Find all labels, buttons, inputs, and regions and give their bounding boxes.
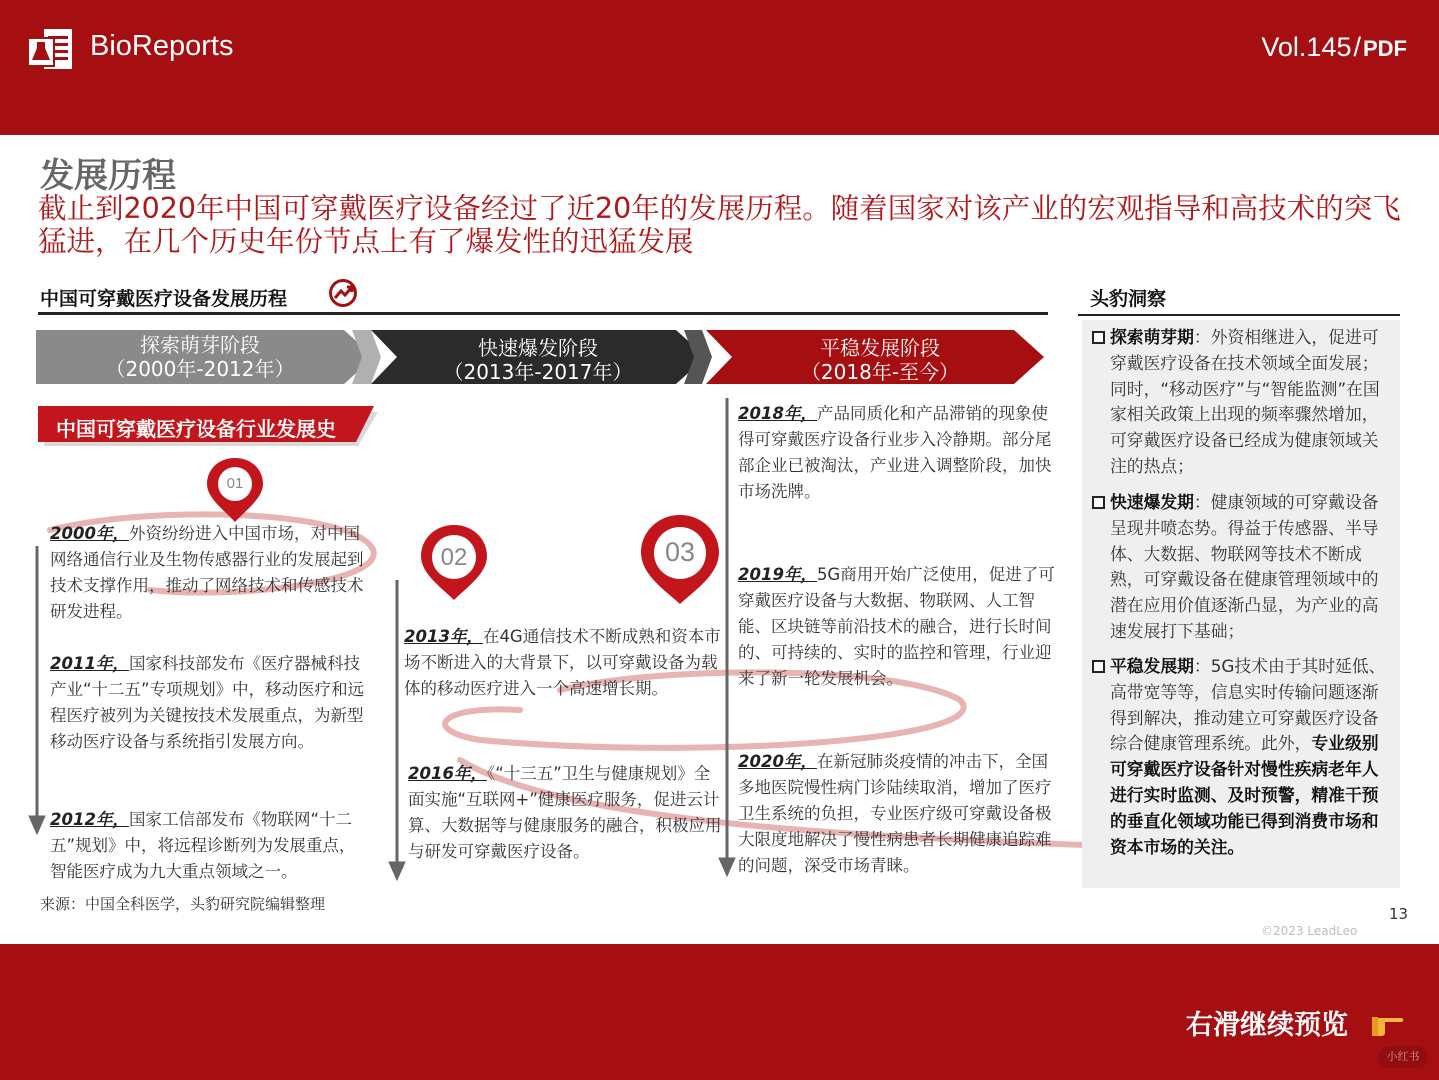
insight-text: ：5G技术由于其时延低、高带宽等等，信息实时传输问题逐渐得到解决，推动建立可穿戴医疗设备综合健康管理系统。此外， (1110, 656, 1386, 754)
entry-year: 2018年， (738, 404, 817, 423)
checkbox-bullet-icon (1092, 331, 1105, 344)
entry-text: 在新冠肺炎疫情的冲击下，全国多地医院慢性病门诊陆续取消，增加了医疗卫生系统的负担，专业医疗级可穿戴设备极大限度地解决了慢性病患者长期健康追踪难的问题，深受市场青睐。 (738, 752, 1052, 875)
phase-years: （2013年-2017年） (443, 360, 633, 384)
page-number: 13 (1389, 905, 1409, 923)
timeline-entry-2012 (50, 807, 370, 885)
entry-year: 2011年， (50, 654, 129, 673)
entry-year: 2012年， (50, 810, 129, 829)
timeline-entry-2011 (50, 651, 370, 755)
insight-key: 探索萌芽期 (1110, 327, 1194, 347)
brand-name: BioReports (90, 30, 234, 62)
insight-item-exploration (1092, 325, 1392, 480)
checkbox-bullet-icon (1092, 660, 1105, 673)
insight-text: ：外资相继进入，促进可穿戴医疗设备在技术领域全面发展；同时，“移动医疗”与“智能监测”在国家相关政策上出现的频率骤然增加，可穿戴医疗设备已经成为健康领域关注的热点； (1110, 327, 1380, 476)
insight-title: 头豹洞察 (1090, 288, 1167, 310)
pin-02-label: 02 (440, 544, 468, 571)
timeline-arrow-1 (29, 546, 45, 834)
entry-year: 2000年， (50, 524, 129, 543)
pin-03-label: 03 (664, 537, 696, 567)
entry-year: 2016年， (408, 764, 487, 783)
phase-name: 平稳发展阶段 (820, 336, 940, 360)
insight-key: 平稳发展期 (1110, 656, 1194, 676)
insight-emphasis: 专业级别可穿戴医疗设备针对慢性疾病老年人进行实时监测、及时预警，精准干预的垂直化领域功能已得到消费市场和资本市场的关注。 (1110, 733, 1379, 857)
timeline-entry-2019 (738, 562, 1056, 692)
source-note: 来源：中国全科医学，头豹研究院编辑整理 (40, 895, 326, 913)
entry-text: 在4G通信技术不断成熟和资本市场不断进入的大背景下，以可穿戴设备为载体的移动医疗进入一个高速增长期。 (404, 627, 721, 698)
pointing-hand-icon (1370, 1006, 1404, 1036)
timeline-entry-2013 (404, 624, 722, 702)
entry-year: 2020年， (738, 752, 817, 771)
phase-name: 探索萌芽阶段 (140, 333, 260, 357)
insight-key: 快速爆发期 (1110, 492, 1194, 512)
pin-01-label: 01 (226, 475, 244, 492)
volume-number: Vol.145 (1261, 32, 1352, 62)
entry-text: 产品同质化和产品滞销的现象使得可穿戴医疗设备行业步入冷静期。部分尾部企业已被淘汰，产业进入调整阶段，加快市场洗牌。 (738, 404, 1052, 501)
entry-text: 国家科技部发布《医疗器械科技产业“十二五”专项规划》中，移动医疗和远程医疗被列为关键按技术发展重点，为新型移动医疗设备与系统指引发展方向。 (50, 654, 365, 751)
section-title: 中国可穿戴医疗设备发展历程 (40, 288, 288, 310)
timeline-entry-2020 (738, 749, 1062, 879)
entry-text: 国家工信部发布《物联网“十二五”规划》中，将远程诊断列为发展重点，智能医疗成为九大重点领域之一。 (50, 810, 356, 881)
format-label: PDF (1363, 36, 1407, 61)
timeline-entry-2018 (738, 401, 1056, 505)
checkbox-bullet-icon (1092, 496, 1105, 509)
timeline-entry-2000 (50, 521, 370, 625)
insight-item-stable (1092, 654, 1392, 860)
phase-name: 快速爆发阶段 (478, 336, 598, 360)
entry-year: 2013年， (404, 627, 483, 646)
page-subtitle: 截止到2020年中国可穿戴医疗设备经过了近20年的发展历程。随着国家对该产业的宏观指导和高技术的突飞猛进，在几个历史年份节点上有了爆发性的迅猛发展 (38, 192, 1401, 258)
copyright: ©2023 LeadLeo (1261, 924, 1358, 938)
timeline-arrow-2 (389, 580, 405, 880)
page-heading: 发展历程 (40, 156, 176, 196)
phase-years: （2000年-2012年） (105, 357, 295, 381)
insight-text: ：健康领域的可穿戴设备呈现井喷态势。得益于传感器、半导体、大数据、物联网等技术不断成熟，可穿戴设备在健康管理领域中的潜在应用价值逐渐凸显，为产业的高速发展打下基础； (1110, 492, 1379, 641)
entry-year: 2019年， (738, 565, 817, 584)
insight-item-rapid (1092, 490, 1392, 645)
swipe-prompt[interactable]: 右滑继续预览 (1186, 1010, 1348, 1041)
timeline-entry-2016 (408, 761, 724, 865)
entry-text: 5G商用开始广泛使用，促进了可穿戴医疗设备与大数据、物联网、人工智能、区块链等前沿技术的融合，进行长时间的、可持续的、实时的监控和管理，行业迎来了新一轮发展机会。 (738, 565, 1055, 688)
phase-years: （2018年-至今） (800, 360, 960, 384)
entry-text: 《“十三五”卫生与健康规划》全面实施“互联网+”健康医疗服务，促进云计算、大数据等与健康服务的融合，积极应用与研发可穿戴医疗设备。 (408, 764, 722, 861)
watermark: 小红书 (1378, 1046, 1428, 1068)
volume-separator: / (1353, 32, 1361, 62)
entry-text: 外资纷纷进入中国市场，对中国网络通信行业及生物传感器行业的发展起到技术支撑作用，推动了网络技术和传感技术研发进程。 (50, 524, 364, 621)
history-banner-label: 中国可穿戴医疗设备行业发展史 (56, 417, 336, 441)
